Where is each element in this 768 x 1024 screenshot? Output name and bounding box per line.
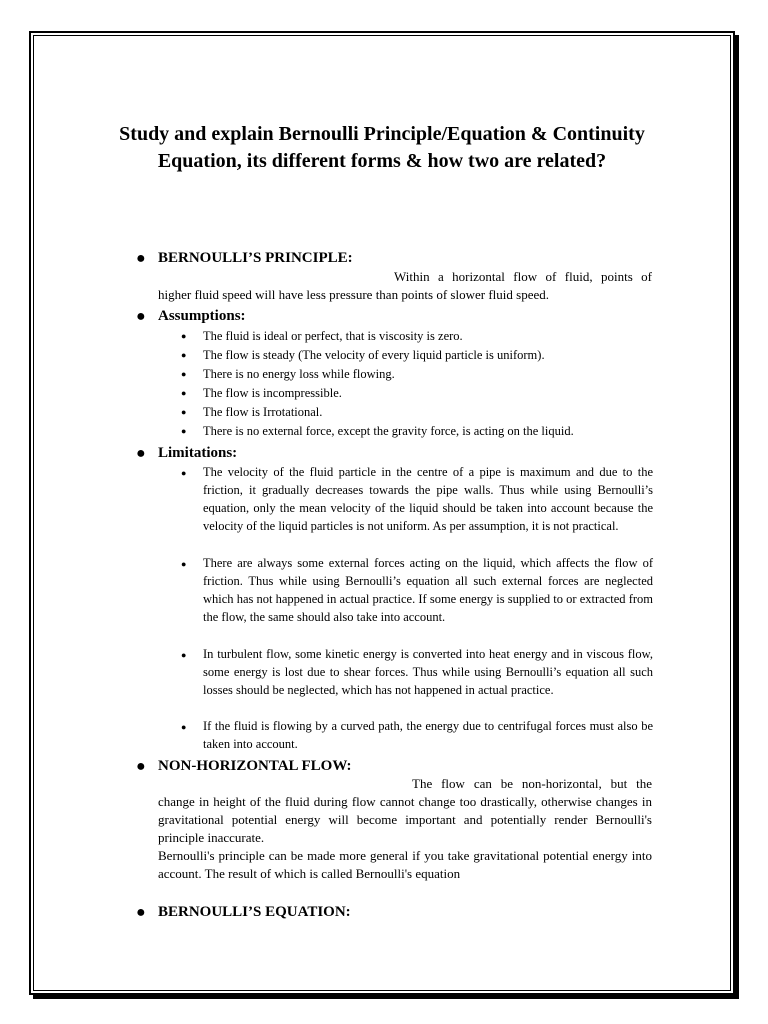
assumption-item: The flow is Irrotational. — [203, 405, 323, 419]
sub-bullet-icon: ● — [181, 407, 187, 417]
sub-bullet-icon: ● — [181, 650, 187, 660]
sub-bullet-icon: ● — [181, 331, 187, 341]
sub-bullet-icon: ● — [181, 468, 187, 478]
bullet-icon: ● — [136, 445, 146, 462]
limitation-item: The velocity of the fluid particle in the centre of a pipe is maximum and due to the friction, it gradually decreases towards the pipe walls. Thus while using Bernoulli’s equation, only the mean velocity of the liquid should be taken into account because the velocity of the liquid particles is not uniform. As per assumption, it is not practical. — [203, 465, 653, 533]
assumption-item: The flow is incompressible. — [203, 386, 342, 400]
sub-bullet-icon: ● — [181, 722, 187, 732]
bullet-icon: ● — [136, 308, 146, 325]
sub-bullet-icon: ● — [181, 426, 187, 436]
non-horizontal-text: The flow can be non-horizontal, but the change in height of the fluid during flow cannot change too drastically, otherwise changes in gravitational potential energy will become important and potentially render Bernoulli's principle inaccurate. — [158, 776, 652, 845]
heading-limitations: Limitations: — [158, 445, 238, 461]
heading-non-horizontal-flow: NON-HORIZONTAL FLOW: — [158, 758, 352, 774]
sub-bullet-icon: ● — [181, 350, 187, 360]
bullet-icon: ● — [136, 904, 146, 921]
heading-assumptions: Assumptions: — [158, 308, 246, 324]
sub-bullet-icon: ● — [181, 369, 187, 379]
assumption-item: There is no external force, except the gravity force, is acting on the liquid. — [203, 424, 574, 438]
heading-bernoulli-principle: BERNOULLI’S PRINCIPLE: — [158, 250, 353, 266]
bullet-icon: ● — [136, 758, 146, 775]
assumption-item: The fluid is ideal or perfect, that is viscosity is zero. — [203, 329, 463, 343]
sub-bullet-icon: ● — [181, 559, 187, 569]
heading-bernoulli-equation: BERNOULLI’S EQUATION: — [158, 904, 351, 920]
sub-bullet-icon: ● — [181, 388, 187, 398]
limitation-item: There are always some external forces acting on the liquid, which affects the flow of friction. Thus while using Bernoulli’s equation all such external forces are neglected which has not happened in actual practice. If some energy is supplied to or extracted from the flow, the same should also take into account. — [203, 556, 653, 624]
bernoulli-principle-text: Within a horizontal flow of fluid, points of higher fluid speed will have less pressure than points of slower fluid speed. — [158, 269, 652, 302]
limitation-item: In turbulent flow, some kinetic energy is converted into heat energy and in viscous flow, some energy is lost due to shear forces. Thus while using Bernoulli’s equation all such losses should be neglected, which has not happened in actual practice. — [203, 647, 653, 697]
document-title: Study and explain Bernoulli Principle/Equation & Continuity Equation, its different forms & how two are related? — [119, 123, 645, 172]
assumption-item: The flow is steady (The velocity of every liquid particle is uniform). — [203, 348, 545, 362]
bullet-icon: ● — [136, 250, 146, 267]
limitation-item: If the fluid is flowing by a curved path, the energy due to centrifugal forces must also be taken into account. — [203, 719, 653, 751]
assumption-item: There is no energy loss while flowing. — [203, 367, 395, 381]
non-horizontal-text-2: Bernoulli's principle can be made more general if you take gravitational potential energy into account. The result of which is called Bernoulli's equation — [158, 848, 652, 881]
